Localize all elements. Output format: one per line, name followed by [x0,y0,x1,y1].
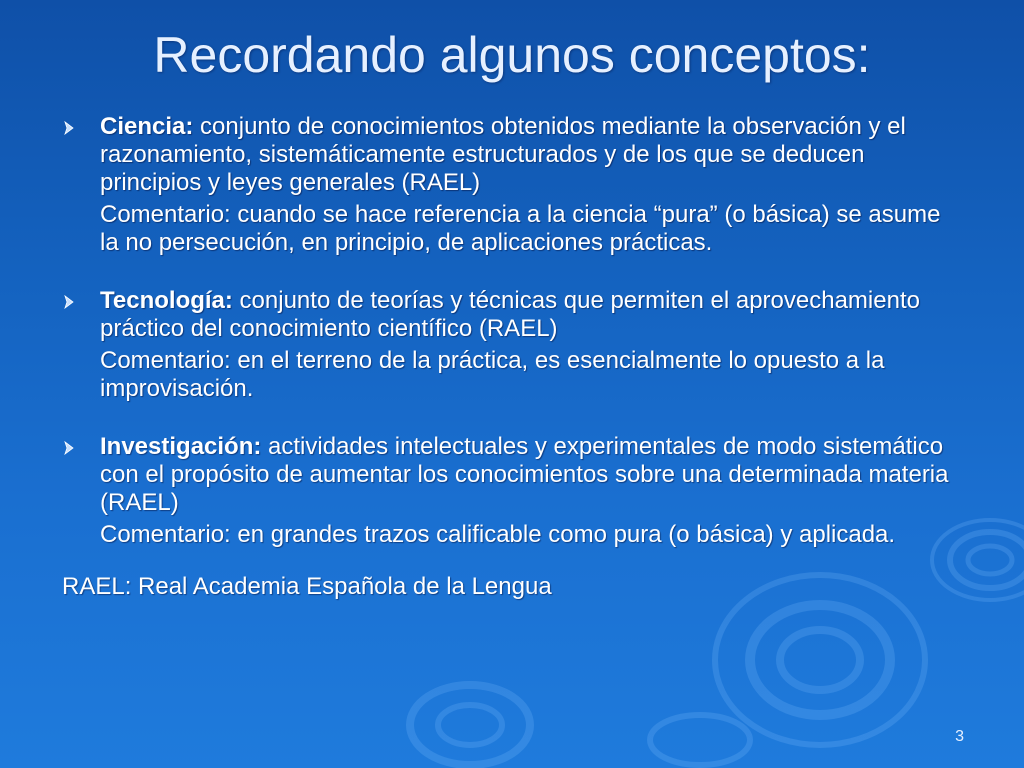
definition-label: actividades intelectuales y experimentales de modo sistemático con el propósito de aumentar los conocimientos sobre una determinada materia (RAEL) [100,433,949,516]
footnote: RAEL: Real Academia Española de la Lengua [62,573,552,600]
chevron-right-icon [62,295,76,309]
comment-text: Comentario: en grandes trazos calificable como pura (o básica) y aplicada. [100,521,896,548]
definition-label: conjunto de conocimientos obtenidos mediante la observación y el razonamiento, sistemáticamente estructurados y de los que se deducen principios y leyes generales (RAEL) [100,113,906,196]
term-label: Tecnología: [100,287,233,314]
definition-label: conjunto de teorías y técnicas que permiten el aprovechamiento práctico del conocimiento científico (RAEL) [100,287,920,342]
bullet-item-investigacion [62,433,962,549]
page-number: 3 [955,728,964,745]
comment-text: Comentario: en el terreno de la práctica, es esencialmente lo opuesto a la improvisación. [100,347,885,402]
chevron-right-icon [62,441,76,455]
comment-text: Comentario: cuando se hace referencia a la ciencia “pura” (o básica) se asume la no persecución, en principio, de aplicaciones prácticas. [100,201,941,256]
chevron-right-icon [62,121,76,135]
slide-body [62,113,962,601]
definition-text [100,287,962,343]
slide-title: Recordando algunos conceptos: [153,27,871,83]
definition-text [100,113,962,197]
bullet-item-ciencia [62,113,962,257]
bullet-item-tecnologia [62,287,962,403]
term-label: Investigación: [100,433,262,460]
definition-text [100,433,962,517]
term-label: Ciencia: [100,113,194,140]
